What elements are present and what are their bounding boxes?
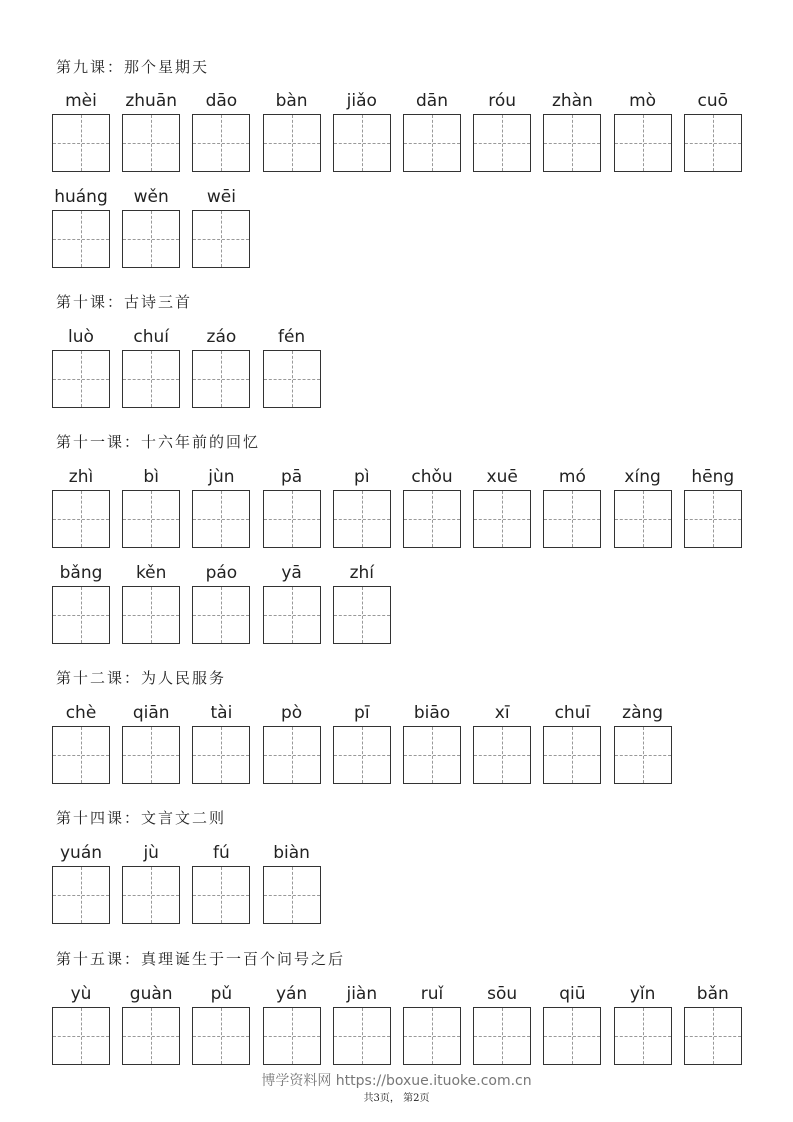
horizontal-guide-line xyxy=(615,755,671,756)
horizontal-guide-line xyxy=(474,519,530,520)
character-cell xyxy=(684,90,742,182)
character-cell xyxy=(403,702,461,794)
tianzige-writing-box[interactable] xyxy=(684,114,742,172)
tianzige-writing-box[interactable] xyxy=(473,114,531,172)
character-cell xyxy=(403,466,461,558)
pinyin-label: bǎn xyxy=(696,984,729,1004)
character-cell xyxy=(333,466,391,558)
horizontal-guide-line xyxy=(123,1036,179,1037)
tianzige-writing-box[interactable] xyxy=(192,210,250,268)
character-cell xyxy=(263,326,321,418)
pinyin-label: chǒu xyxy=(411,467,453,487)
tianzige-writing-box[interactable] xyxy=(614,726,672,784)
pinyin-label: bàn xyxy=(275,91,308,111)
lesson-title: 第十一课：十六年前的回忆 xyxy=(56,433,261,451)
tianzige-writing-box[interactable] xyxy=(122,210,180,268)
character-cell xyxy=(333,983,391,1075)
horizontal-guide-line xyxy=(53,519,109,520)
pinyin-label: zàng xyxy=(622,703,664,723)
pinyin-label: bǎng xyxy=(59,563,103,583)
character-cell xyxy=(122,842,180,934)
tianzige-writing-box[interactable] xyxy=(192,350,250,408)
tianzige-writing-box[interactable] xyxy=(263,114,321,172)
tianzige-writing-box[interactable] xyxy=(52,726,110,784)
horizontal-guide-line xyxy=(123,143,179,144)
tianzige-writing-box[interactable] xyxy=(192,866,250,924)
tianzige-writing-box[interactable] xyxy=(52,866,110,924)
pinyin-label: biàn xyxy=(273,843,310,863)
character-cell xyxy=(684,983,742,1075)
tianzige-writing-box[interactable] xyxy=(614,490,672,548)
tianzige-writing-box[interactable] xyxy=(52,1007,110,1065)
pinyin-label: zhuān xyxy=(125,91,178,111)
horizontal-guide-line xyxy=(123,519,179,520)
horizontal-guide-line xyxy=(544,1036,600,1037)
tianzige-writing-box[interactable] xyxy=(192,114,250,172)
pinyin-label: páo xyxy=(205,563,238,583)
horizontal-guide-line xyxy=(193,379,249,380)
horizontal-guide-line xyxy=(193,895,249,896)
character-cell xyxy=(684,466,742,558)
character-cell xyxy=(543,466,601,558)
character-cell xyxy=(52,562,110,654)
pinyin-label: pò xyxy=(280,703,303,723)
character-cell xyxy=(122,186,180,278)
pinyin-label: wěn xyxy=(133,187,169,207)
tianzige-writing-box[interactable] xyxy=(614,114,672,172)
character-cell xyxy=(263,983,321,1075)
horizontal-guide-line xyxy=(123,615,179,616)
lesson-title: 第十五课：真理诞生于一百个问号之后 xyxy=(56,950,346,968)
tianzige-writing-box[interactable] xyxy=(122,350,180,408)
horizontal-guide-line xyxy=(474,755,530,756)
horizontal-guide-line xyxy=(53,1036,109,1037)
pinyin-label: chuí xyxy=(133,327,169,347)
pinyin-label: mèi xyxy=(65,91,97,111)
character-cell xyxy=(192,466,250,558)
tianzige-writing-box[interactable] xyxy=(333,726,391,784)
character-cell xyxy=(473,90,531,182)
tianzige-writing-box[interactable] xyxy=(192,490,250,548)
character-cell xyxy=(122,702,180,794)
pinyin-label: wēi xyxy=(206,187,236,207)
horizontal-guide-line xyxy=(264,1036,320,1037)
horizontal-guide-line xyxy=(123,895,179,896)
lesson-title: 第十四课：文言文二则 xyxy=(56,809,227,827)
character-cell xyxy=(122,326,180,418)
pinyin-label: sōu xyxy=(487,984,518,1004)
character-cell xyxy=(122,466,180,558)
character-cell xyxy=(122,90,180,182)
character-cell xyxy=(192,90,250,182)
horizontal-guide-line xyxy=(685,519,741,520)
horizontal-guide-line xyxy=(334,1036,390,1037)
pinyin-label: qiān xyxy=(132,703,170,723)
pinyin-label: xíng xyxy=(624,467,661,487)
tianzige-writing-box[interactable] xyxy=(333,586,391,644)
lesson-title: 第十二课：为人民服务 xyxy=(56,669,227,687)
horizontal-guide-line xyxy=(53,895,109,896)
tianzige-writing-box[interactable] xyxy=(543,1007,601,1065)
tianzige-writing-box[interactable] xyxy=(122,114,180,172)
tianzige-writing-box[interactable] xyxy=(122,866,180,924)
tianzige-writing-box[interactable] xyxy=(403,1007,461,1065)
character-cell xyxy=(192,186,250,278)
tianzige-writing-box[interactable] xyxy=(52,350,110,408)
tianzige-writing-box[interactable] xyxy=(52,114,110,172)
tianzige-writing-box[interactable] xyxy=(52,210,110,268)
pinyin-label: zhí xyxy=(349,563,374,583)
pinyin-label: qiū xyxy=(559,984,586,1004)
tianzige-writing-box[interactable] xyxy=(122,490,180,548)
horizontal-guide-line xyxy=(53,239,109,240)
horizontal-guide-line xyxy=(334,755,390,756)
horizontal-guide-line xyxy=(544,519,600,520)
horizontal-guide-line xyxy=(615,143,671,144)
tianzige-writing-box[interactable] xyxy=(192,726,250,784)
horizontal-guide-line xyxy=(544,143,600,144)
character-cell xyxy=(614,983,672,1075)
tianzige-writing-box[interactable] xyxy=(684,490,742,548)
tianzige-writing-box[interactable] xyxy=(263,586,321,644)
character-cell xyxy=(52,702,110,794)
character-cell xyxy=(52,90,110,182)
pinyin-label: yǐn xyxy=(629,984,656,1004)
horizontal-guide-line xyxy=(264,615,320,616)
tianzige-writing-box[interactable] xyxy=(192,586,250,644)
character-cell xyxy=(192,702,250,794)
character-cell xyxy=(52,326,110,418)
pinyin-label: xī xyxy=(494,703,510,723)
tianzige-writing-box[interactable] xyxy=(684,1007,742,1065)
tianzige-writing-box[interactable] xyxy=(543,490,601,548)
tianzige-writing-box[interactable] xyxy=(122,726,180,784)
character-cell xyxy=(403,90,461,182)
character-cell xyxy=(263,90,321,182)
pinyin-label: tài xyxy=(210,703,233,723)
pinyin-label: cuō xyxy=(697,91,729,111)
tianzige-writing-box[interactable] xyxy=(263,490,321,548)
tianzige-writing-box[interactable] xyxy=(263,866,321,924)
horizontal-guide-line xyxy=(193,755,249,756)
pinyin-label: pì xyxy=(354,467,370,487)
horizontal-guide-line xyxy=(334,143,390,144)
character-cell xyxy=(122,562,180,654)
tianzige-writing-box[interactable] xyxy=(333,114,391,172)
horizontal-guide-line xyxy=(615,1036,671,1037)
tianzige-writing-box[interactable] xyxy=(543,114,601,172)
tianzige-writing-box[interactable] xyxy=(263,726,321,784)
horizontal-guide-line xyxy=(193,1036,249,1037)
tianzige-writing-box[interactable] xyxy=(263,1007,321,1065)
horizontal-guide-line xyxy=(685,1036,741,1037)
tianzige-writing-box[interactable] xyxy=(263,350,321,408)
lesson-title: 第九课：那个星期天 xyxy=(56,58,210,76)
character-cell xyxy=(263,842,321,934)
character-cell xyxy=(543,702,601,794)
pinyin-label: jiàn xyxy=(346,984,378,1004)
pinyin-label: pǔ xyxy=(210,984,233,1004)
character-cell xyxy=(192,983,250,1075)
horizontal-guide-line xyxy=(53,755,109,756)
tianzige-writing-box[interactable] xyxy=(473,1007,531,1065)
pinyin-label: zhàn xyxy=(551,91,593,111)
character-cell xyxy=(192,326,250,418)
character-cell xyxy=(473,466,531,558)
pinyin-label: chè xyxy=(65,703,97,723)
tianzige-writing-box[interactable] xyxy=(122,1007,180,1065)
horizontal-guide-line xyxy=(264,895,320,896)
horizontal-guide-line xyxy=(264,755,320,756)
pinyin-label: huáng xyxy=(54,187,108,207)
tianzige-writing-box[interactable] xyxy=(614,1007,672,1065)
pinyin-label: hēng xyxy=(691,467,735,487)
pinyin-label: jù xyxy=(143,843,159,863)
horizontal-guide-line xyxy=(334,519,390,520)
horizontal-guide-line xyxy=(334,615,390,616)
horizontal-guide-line xyxy=(53,379,109,380)
pinyin-label: yù xyxy=(70,984,92,1004)
pinyin-label: zhì xyxy=(68,467,94,487)
pinyin-label: guàn xyxy=(129,984,173,1004)
pinyin-label: bì xyxy=(143,467,159,487)
horizontal-guide-line xyxy=(264,519,320,520)
character-cell xyxy=(192,562,250,654)
pinyin-label: kěn xyxy=(135,563,167,583)
character-cell xyxy=(122,983,180,1075)
character-cell xyxy=(263,702,321,794)
character-cell xyxy=(333,90,391,182)
tianzige-writing-box[interactable] xyxy=(473,726,531,784)
horizontal-guide-line xyxy=(615,519,671,520)
watermark: 博学资料网 https://boxue.ituoke.com.cn xyxy=(261,1073,532,1089)
horizontal-guide-line xyxy=(193,615,249,616)
pinyin-label: jiǎo xyxy=(346,91,377,111)
horizontal-guide-line xyxy=(193,519,249,520)
pinyin-label: yuán xyxy=(59,843,103,863)
pinyin-label: luò xyxy=(68,327,94,347)
pinyin-label: xuē xyxy=(486,467,518,487)
tianzige-writing-box[interactable] xyxy=(403,114,461,172)
pinyin-label: dān xyxy=(416,91,448,111)
pinyin-label: yán xyxy=(275,984,308,1004)
page-info: 共3页， 第2页 xyxy=(363,1093,430,1104)
horizontal-guide-line xyxy=(404,1036,460,1037)
character-cell xyxy=(263,466,321,558)
pinyin-label: jùn xyxy=(208,467,235,487)
character-cell xyxy=(614,90,672,182)
character-cell xyxy=(52,842,110,934)
pinyin-label: ruǐ xyxy=(420,984,444,1004)
pinyin-label: yā xyxy=(281,563,302,583)
horizontal-guide-line xyxy=(404,143,460,144)
pinyin-label: mò xyxy=(629,91,657,111)
pinyin-label: záo xyxy=(206,327,237,347)
character-cell xyxy=(333,702,391,794)
pinyin-label: fén xyxy=(277,327,306,347)
tianzige-writing-box[interactable] xyxy=(122,586,180,644)
horizontal-guide-line xyxy=(193,143,249,144)
horizontal-guide-line xyxy=(685,143,741,144)
character-cell xyxy=(333,562,391,654)
character-cell xyxy=(52,466,110,558)
tianzige-writing-box[interactable] xyxy=(52,586,110,644)
horizontal-guide-line xyxy=(123,755,179,756)
lesson-title: 第十课：古诗三首 xyxy=(56,293,193,311)
character-cell xyxy=(614,702,672,794)
horizontal-guide-line xyxy=(53,143,109,144)
horizontal-guide-line xyxy=(193,239,249,240)
pinyin-label: róu xyxy=(488,91,517,111)
pinyin-label: pā xyxy=(280,467,303,487)
character-cell xyxy=(473,983,531,1075)
character-cell xyxy=(614,466,672,558)
pinyin-label: biāo xyxy=(413,703,451,723)
pinyin-label: pī xyxy=(354,703,370,723)
character-cell xyxy=(263,562,321,654)
character-cell xyxy=(52,186,110,278)
horizontal-guide-line xyxy=(53,615,109,616)
tianzige-writing-box[interactable] xyxy=(543,726,601,784)
horizontal-guide-line xyxy=(123,239,179,240)
character-cell xyxy=(403,983,461,1075)
horizontal-guide-line xyxy=(474,143,530,144)
tianzige-writing-box[interactable] xyxy=(403,490,461,548)
horizontal-guide-line xyxy=(474,1036,530,1037)
character-cell xyxy=(192,842,250,934)
pinyin-label: mó xyxy=(558,467,586,487)
tianzige-writing-box[interactable] xyxy=(333,490,391,548)
horizontal-guide-line xyxy=(264,379,320,380)
pinyin-label: dāo xyxy=(205,91,238,111)
tianzige-writing-box[interactable] xyxy=(333,1007,391,1065)
horizontal-guide-line xyxy=(123,379,179,380)
character-cell xyxy=(543,90,601,182)
tianzige-writing-box[interactable] xyxy=(52,490,110,548)
character-cell xyxy=(473,702,531,794)
horizontal-guide-line xyxy=(404,519,460,520)
tianzige-writing-box[interactable] xyxy=(403,726,461,784)
pinyin-label: chuī xyxy=(554,703,591,723)
horizontal-guide-line xyxy=(264,143,320,144)
pinyin-label: fú xyxy=(213,843,230,863)
character-cell xyxy=(52,983,110,1075)
horizontal-guide-line xyxy=(544,755,600,756)
horizontal-guide-line xyxy=(404,755,460,756)
tianzige-writing-box[interactable] xyxy=(473,490,531,548)
tianzige-writing-box[interactable] xyxy=(192,1007,250,1065)
character-cell xyxy=(543,983,601,1075)
